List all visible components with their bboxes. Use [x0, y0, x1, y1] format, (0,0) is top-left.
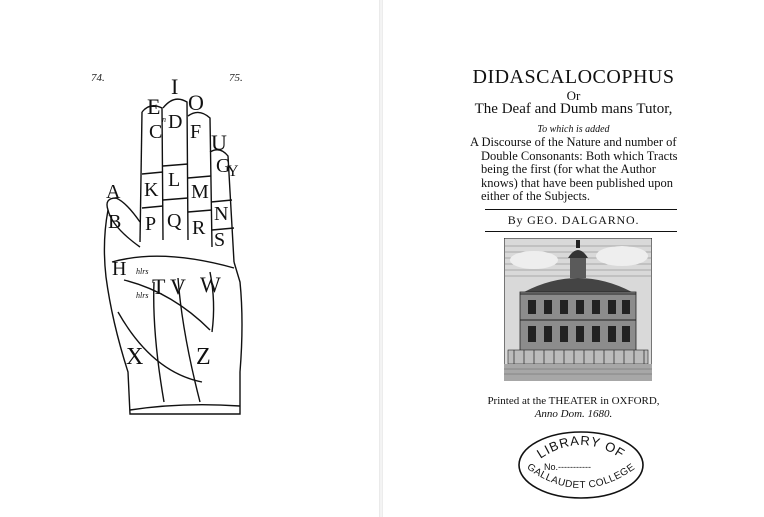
- hand-letter-z: Z: [196, 344, 211, 370]
- hand-letter-f: F: [190, 121, 202, 143]
- hand-letter-r: R: [192, 217, 206, 239]
- hand-letter-d: D: [168, 111, 183, 133]
- hand-letter-y: Y: [227, 163, 239, 180]
- hand-letter-k: K: [144, 179, 159, 201]
- hand-letter-p: P: [145, 213, 157, 235]
- hand-letter-g: G: [216, 155, 231, 177]
- discourse-line: A Discourse of the Nature and number of: [470, 135, 677, 149]
- stamp-bottom-text: GALLAUDET COLLEGE: [524, 461, 638, 492]
- book-subtitle: The Deaf and Dumb mans Tutor,: [474, 101, 673, 117]
- hand-letter-u: U: [211, 130, 227, 155]
- left-page: [0, 0, 380, 517]
- rule-bottom: [485, 231, 677, 232]
- hand-letter-s: S: [214, 229, 226, 251]
- hand-letter-o: O: [188, 90, 204, 115]
- imprint-line-2: Anno Dom. 1680.: [534, 408, 613, 420]
- discourse-line: knows) that have been published upon: [481, 175, 673, 190]
- hand-letter-v: V: [170, 274, 186, 299]
- stamp-number: No.-----------: [544, 462, 591, 472]
- hand-letter-q: Q: [167, 210, 182, 232]
- title-or: Or: [566, 88, 581, 103]
- hand-letter-hlrs-2: hlrs: [136, 291, 149, 300]
- imprint: [383, 395, 764, 421]
- hand-letter-t: T: [152, 274, 166, 299]
- hand-letter-h: H: [112, 258, 127, 280]
- hand-letter-i: I: [171, 74, 179, 99]
- page-number-75: 75.: [229, 72, 243, 84]
- hand-letter-w: W: [200, 272, 221, 297]
- hand-letter-n: N: [214, 203, 229, 225]
- right-page-title-page: [383, 0, 764, 517]
- author-line: By GEO. DALGARNO.: [507, 213, 640, 227]
- hand-letter-a: A: [106, 181, 121, 203]
- hand-letter-b: B: [108, 211, 122, 233]
- imprint-line-1: Printed at the THEATER in OXFORD,: [487, 395, 660, 407]
- hand-letter-hlrs-1: hlrs: [136, 267, 149, 276]
- added-note: To which is added: [537, 124, 610, 135]
- book-title: DIDASCALOCOPHUS: [472, 66, 675, 88]
- hand-letter-m: M: [191, 181, 209, 203]
- page-number-74: 74.: [91, 72, 105, 84]
- stamp-top-text: LIBRARY OF: [534, 432, 628, 462]
- rule-top: [485, 209, 677, 210]
- manual-alphabet-hand: [92, 72, 252, 418]
- hand-letter-l: L: [168, 169, 181, 191]
- sheldonian-theatre-engraving: [504, 238, 652, 381]
- discourse-line: Double Consonants: Both which Tracts: [481, 148, 678, 163]
- discourse-line: either of the Subjects.: [481, 189, 590, 203]
- discourse-description: [471, 136, 691, 204]
- hand-letter-x: X: [126, 344, 144, 370]
- hand-letter-small-n: n: [162, 115, 166, 124]
- hand-letter-c: C: [149, 121, 163, 143]
- hand-letter-e: E: [147, 94, 161, 119]
- discourse-line: being the first (for what the Author: [481, 162, 656, 176]
